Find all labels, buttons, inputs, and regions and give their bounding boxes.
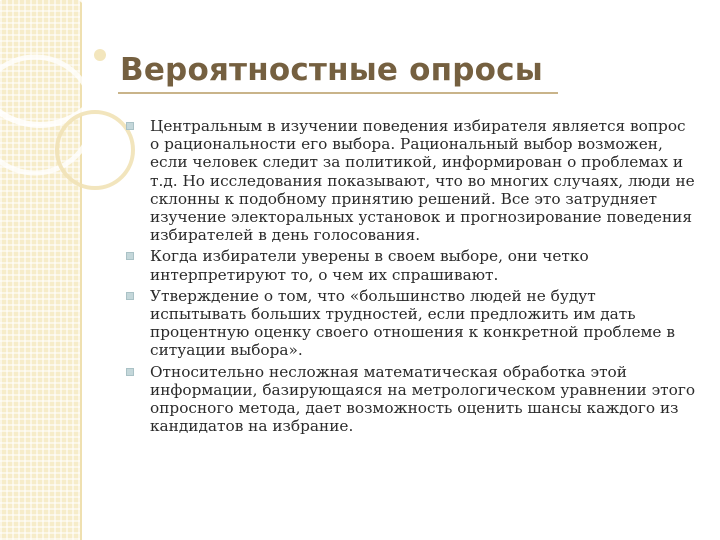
bullet-square-icon: [126, 252, 134, 260]
bullet-item: [126, 287, 696, 360]
slide-title: Вероятностные опросы: [120, 52, 543, 88]
bullet-text: Центральным в изучении поведения избирателя является вопрос о рациональности его выбора. Рациональный выбор возможен, если человек следит за политикой, информирован о проблемах и т.д. Но исследования показывают, что во многих случаях, люди не склонны к подобному принятию решений. Все это затрудняет изучение электоральных установок и прогнозирование поведения избирателей в день голосования.: [150, 117, 695, 245]
bullet-square-icon: [126, 292, 134, 300]
decorative-side-band: [0, 0, 80, 540]
title-underline: [118, 92, 558, 94]
bullet-item: [126, 247, 696, 283]
bullet-list: [126, 117, 696, 438]
bullet-square-icon: [126, 122, 134, 130]
band-divider: [80, 0, 82, 540]
bullet-item: [126, 117, 696, 244]
bullet-square-icon: [126, 368, 134, 376]
bullet-text: Относительно несложная математическая обработка этой информации, базирующаяся на метрологическом уравнении этого опросного метода, дает возможность оценить шансы каждого из кандидатов на избрание.: [150, 362, 696, 436]
bullet-item: [126, 363, 696, 436]
bullet-text: Утверждение о том, что «большинство людей не будут испытывать больших трудностей, если предложить им дать процентную оценку своего отношения к конкретной проблеме в ситуации выбора».: [150, 286, 675, 360]
bullet-text: Когда избиратели уверены в своем выборе, они четко интерпретируют то, о чем их спрашивают.: [150, 247, 589, 284]
